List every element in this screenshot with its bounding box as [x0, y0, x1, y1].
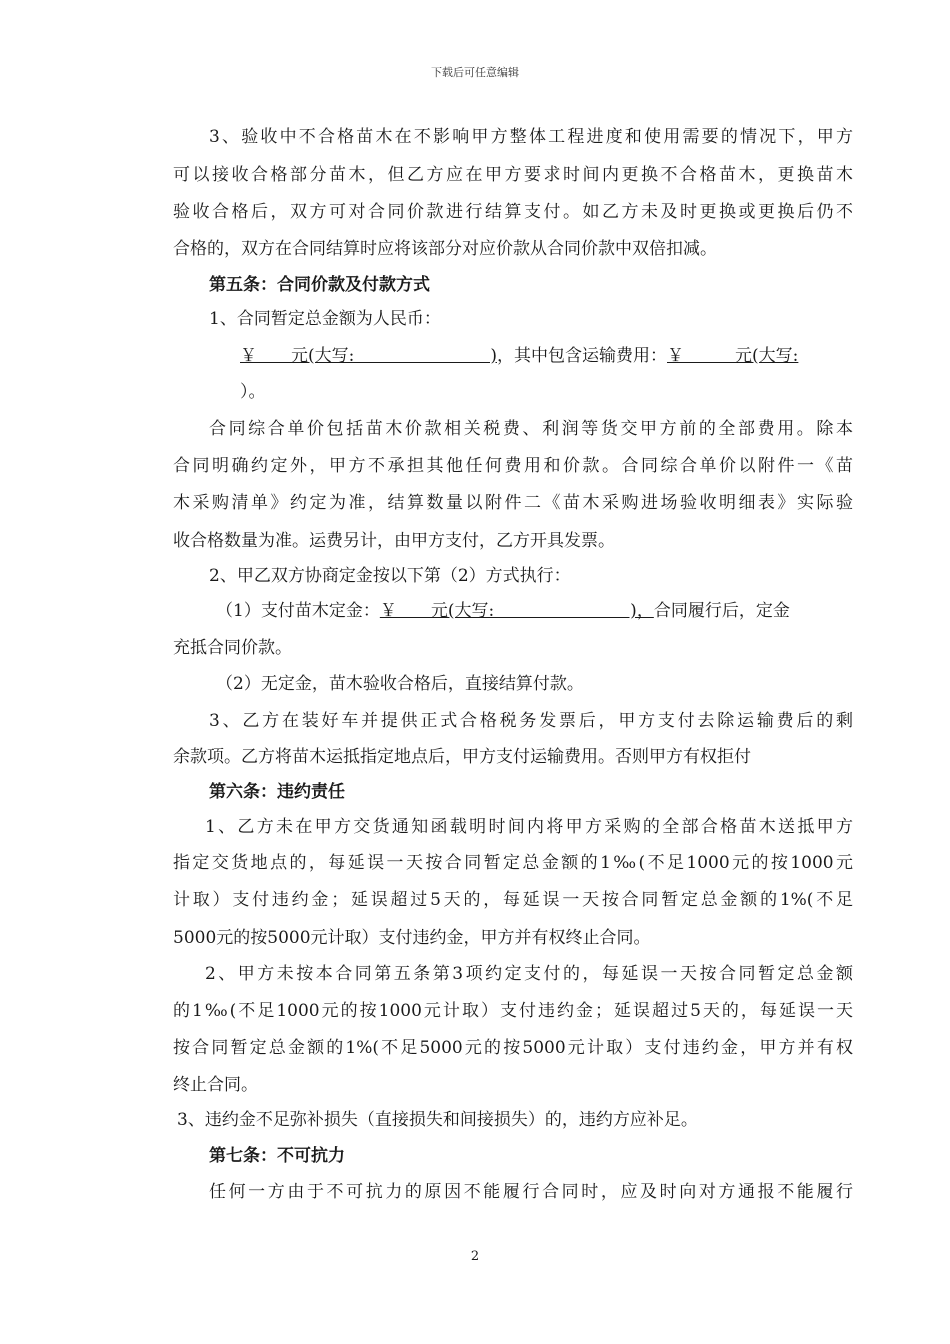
page-header: 下载后可任意编辑 — [431, 66, 519, 79]
amount-line — [240, 345, 853, 367]
paragraph-line: 可以接收合格部分苗木，但乙方应在甲方要求时间内更换不合格苗木，更换苗木 — [173, 165, 853, 185]
paragraph-line: 验收合格后，双方可对合同价款进行结算支付。如乙方未及时更换或更换后仍不 — [173, 202, 853, 222]
deposit-amount-blank: ￥ 元(大写: )， — [379, 601, 654, 621]
paragraph-line: 3、乙方在装好车并提供正式合格税务发票后，甲方支付去除运输费后的剩 — [209, 711, 853, 731]
paragraph-line: 1、合同暂定总金额为人民币： — [209, 309, 441, 329]
freight-amount-blank: ￥ 元(大写: — [667, 346, 799, 366]
deposit-prefix: （1）支付苗木定金： — [216, 601, 380, 621]
paragraph-line: 1、乙方未在甲方交货通知函载明时间内将甲方采购的全部合格苗木送抵甲方 — [205, 817, 853, 837]
paragraph-line: 合格的，双方在合同结算时应将该部分对应价款从合同价款中双倍扣减。 — [173, 239, 717, 259]
paragraph-line: 3、验收中不合格苗木在不影响甲方整体工程进度和使用需要的情况下，甲方 — [209, 127, 853, 147]
paragraph-line: 收合格数量为准。运费另计，由甲方支付，乙方开具发票。 — [173, 531, 615, 551]
paragraph-line: 终止合同。 — [173, 1075, 258, 1095]
paragraph-line: 2、甲乙双方协商定金按以下第（2）方式执行： — [209, 566, 571, 586]
paragraph-line: 合同明确约定外，甲方不承担其他任何费用和价款。合同综合单价以附件一《苗 — [173, 456, 853, 476]
paragraph-line: 充抵合同价款。 — [173, 638, 292, 658]
section-heading: 第六条：违约责任 — [209, 782, 345, 802]
total-amount-blank: ￥ 元(大写: ) — [240, 346, 497, 366]
paragraph-line: 的1‰(不足1000元的按1000元计取）支付违约金；延误超过5天的，每延误一天 — [173, 1001, 853, 1021]
paragraph-line: 3、违约金不足弥补损失（直接损失和间接损失）的，违约方应补足。 — [177, 1110, 698, 1130]
paragraph-line: 合同综合单价包括苗木价款相关税费、利润等货交甲方前的全部费用。除本 — [209, 419, 853, 439]
deposit-line — [216, 600, 853, 622]
paragraph-line: 5000元的按5000元计取）支付违约金，甲方并有权终止合同。 — [173, 928, 651, 948]
paragraph-line: ）。 — [240, 382, 266, 402]
paragraph-line: 指定交货地点的，每延误一天按合同暂定总金额的1‰(不足1000元的按1000元 — [173, 853, 853, 873]
deposit-suffix: 合同履行后，定金 — [653, 601, 790, 621]
paragraph-line: 木采购清单》约定为准，结算数量以附件二《苗木采购进场验收明细表》实际验 — [173, 493, 853, 513]
section-heading: 第七条：不可抗力 — [209, 1146, 345, 1166]
amount-text: ，其中包含运输费用： — [497, 346, 667, 366]
paragraph-line: 按合同暂定总金额的1%(不足5000元的按5000元计取）支付违约金，甲方并有权 — [173, 1038, 853, 1058]
paragraph-line: 计取）支付违约金；延误超过5天的，每延误一天按合同暂定总金额的1%(不足 — [173, 890, 853, 910]
paragraph-line: 余款项。乙方将苗木运抵指定地点后，甲方支付运输费用。否则甲方有权拒付 — [173, 747, 751, 767]
page-number: 2 — [470, 1249, 480, 1264]
paragraph-line: 任何一方由于不可抗力的原因不能履行合同时，应及时向对方通报不能履行 — [209, 1182, 853, 1202]
paragraph-line: 2、甲方未按本合同第五条第3项约定支付的，每延误一天按合同暂定总金额 — [205, 964, 853, 984]
paragraph-line: （2）无定金，苗木验收合格后，直接结算付款。 — [216, 674, 584, 694]
section-heading: 第五条：合同价款及付款方式 — [209, 275, 430, 295]
